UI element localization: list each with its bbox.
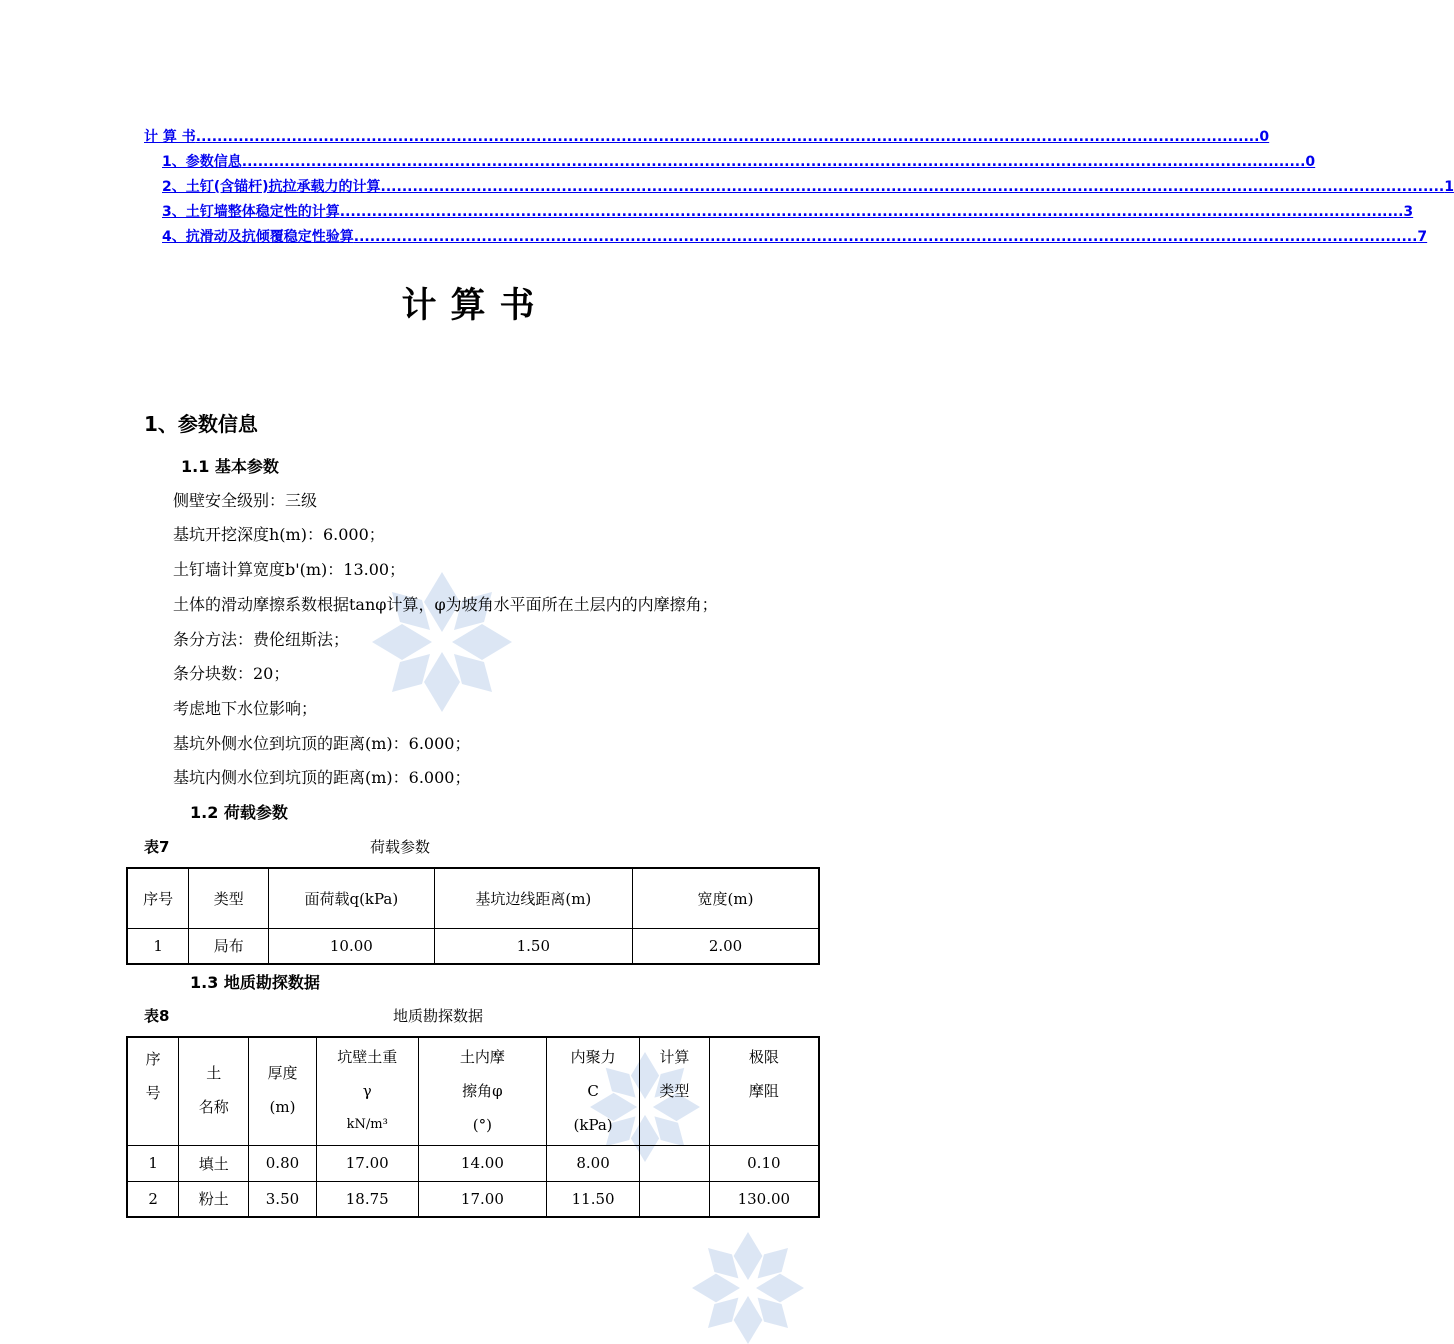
header-cell: 基坑边线距离(m) (434, 868, 632, 928)
header-line: 计算 (659, 1048, 690, 1066)
toc-label: 2、土钉(含锚杆)抗拉承载力的计算 (162, 179, 381, 195)
paragraph-line: 考虑地下水位影响； (173, 699, 318, 718)
header-line: C (587, 1082, 599, 1100)
header-cell (127, 1037, 179, 1145)
toc-link-section-4[interactable] (144, 226, 1428, 251)
paragraph-line: 土体的滑动摩擦系数根据tanφ计算，φ为坡角水平面所在土层内的内摩擦角； (173, 595, 718, 614)
table-name: 荷载参数 (370, 838, 431, 856)
header-line: 坑壁土重 (337, 1048, 398, 1066)
document-title: 计算书 (401, 286, 549, 326)
toc-leader-dots: ........................................................................................................................................................................................................ (195, 129, 1260, 145)
paragraph-line: 土钉墙计算宽度b'(m)：13.00； (173, 560, 406, 579)
table-cell: 1.50 (434, 928, 632, 964)
toc-page-number: 3 (1403, 204, 1414, 220)
table-cell: 粉土 (179, 1181, 249, 1217)
header-cell (547, 1037, 640, 1145)
table-header-row (127, 1037, 819, 1145)
header-cell (639, 1037, 709, 1145)
toc-page-number: 1 (1444, 179, 1454, 195)
table-cell: 130.00 (709, 1181, 819, 1217)
table-cell: 11.50 (547, 1181, 640, 1217)
table-cell (639, 1181, 709, 1217)
header-cell (418, 1037, 547, 1145)
header-cell (709, 1037, 819, 1145)
table-number: 表8 (144, 1007, 170, 1025)
header-line: 土 (206, 1064, 222, 1082)
table-of-contents (144, 126, 1454, 251)
subsection-heading: 1.3 地质勘探数据 (190, 973, 320, 992)
header-line: 号 (145, 1084, 161, 1102)
header-cell (179, 1037, 249, 1145)
table-cell: 17.00 (316, 1145, 418, 1181)
paragraph-line: 侧壁安全级别：三级 (173, 491, 318, 510)
header-cell: 类型 (189, 868, 269, 928)
header-line: (kPa) (573, 1116, 613, 1134)
table-cell: 1 (127, 928, 189, 964)
header-line: 内聚力 (570, 1048, 616, 1066)
toc-leader-dots: ........................................................................................................................................................................................................ (353, 229, 1418, 245)
table-cell: 0.10 (709, 1145, 819, 1181)
header-line: kN/m³ (346, 1117, 388, 1132)
toc-leader-dots: ........................................................................................................................................................................................................ (241, 154, 1306, 170)
table-header-row (127, 868, 819, 928)
header-line: 擦角φ (462, 1082, 503, 1100)
paragraph-line: 条分方法：费伦纽斯法； (173, 630, 350, 649)
header-line: 土内摩 (459, 1048, 505, 1066)
table-caption (144, 836, 824, 856)
header-line: 极限 (748, 1048, 779, 1066)
table-row (127, 928, 819, 964)
load-parameters-table (126, 867, 820, 965)
subsection-heading: 1.2 荷载参数 (190, 803, 288, 822)
paragraph-line: 基坑开挖深度h(m)：6.000； (173, 525, 385, 544)
paragraph-line: 基坑外侧水位到坑顶的距离(m)：6.000； (173, 734, 471, 753)
watermark-flower-icon (688, 1232, 808, 1344)
table-cell: 18.75 (316, 1181, 418, 1217)
header-line: (m) (269, 1098, 296, 1116)
toc-link-section-2[interactable] (144, 176, 1454, 201)
toc-page-number: 7 (1417, 229, 1428, 245)
toc-link-title[interactable] (144, 126, 1270, 151)
header-cell (249, 1037, 317, 1145)
header-cell: 面荷载q(kPa) (269, 868, 435, 928)
header-line: 类型 (659, 1082, 690, 1100)
paragraph-line: 条分块数：20； (173, 664, 290, 683)
toc-page-number: 0 (1305, 154, 1316, 170)
toc-leader-dots: ........................................................................................................................................................................................................ (380, 179, 1445, 195)
header-cell: 宽度(m) (633, 868, 819, 928)
table-cell: 填土 (179, 1145, 249, 1181)
section-heading: 1、参数信息 (144, 412, 258, 436)
table-cell: 10.00 (269, 928, 435, 964)
table-cell: 1 (127, 1145, 179, 1181)
table-cell: 0.80 (249, 1145, 317, 1181)
table-cell (639, 1145, 709, 1181)
toc-link-section-3[interactable] (144, 201, 1414, 226)
toc-link-section-1[interactable] (144, 151, 1316, 176)
table-caption (144, 1005, 824, 1025)
toc-label: 4、抗滑动及抗倾覆稳定性验算 (162, 229, 354, 245)
toc-leader-dots: ........................................................................................................................................................................................................ (339, 204, 1404, 220)
header-line: 序 (145, 1050, 161, 1068)
table-row (127, 1181, 819, 1217)
table-cell: 14.00 (418, 1145, 547, 1181)
table-cell: 局布 (189, 928, 269, 964)
table-row (127, 1145, 819, 1181)
table-cell: 3.50 (249, 1181, 317, 1217)
geology-data-table (126, 1036, 820, 1218)
header-line: (°) (472, 1116, 493, 1134)
toc-label: 1、参数信息 (162, 154, 242, 170)
table-cell: 17.00 (418, 1181, 547, 1217)
header-cell: 序号 (127, 868, 189, 928)
table-cell: 8.00 (547, 1145, 640, 1181)
header-line: 摩阻 (748, 1082, 779, 1100)
header-line: 名称 (198, 1098, 229, 1116)
toc-label: 计 算 书 (144, 129, 196, 145)
toc-page-number: 0 (1259, 129, 1270, 145)
toc-label: 3、土钉墙整体稳定性的计算 (162, 204, 340, 220)
subsection-heading: 1.1 基本参数 (181, 457, 279, 476)
table-cell: 2 (127, 1181, 179, 1217)
table-number: 表7 (144, 838, 170, 856)
header-line: 厚度 (267, 1064, 298, 1082)
header-line: γ (362, 1082, 372, 1100)
header-cell (316, 1037, 418, 1145)
table-name: 地质勘探数据 (393, 1007, 484, 1025)
paragraph-line: 基坑内侧水位到坑顶的距离(m)：6.000； (173, 768, 471, 787)
table-cell: 2.00 (633, 928, 819, 964)
